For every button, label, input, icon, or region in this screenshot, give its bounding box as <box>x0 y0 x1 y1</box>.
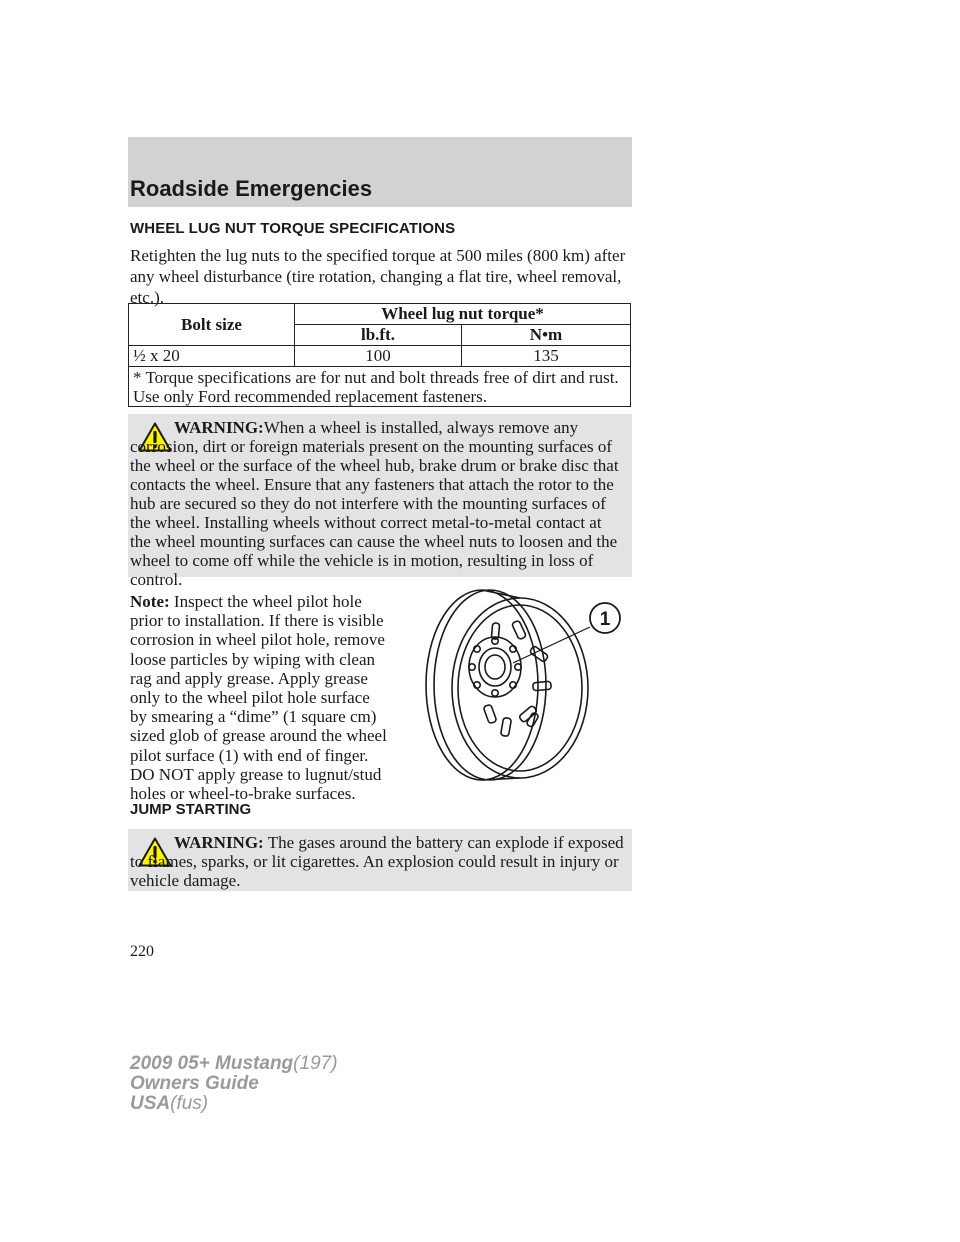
footer-guide: Owners Guide <box>130 1073 259 1094</box>
warning-body: The gases around the battery can explode if exposed to flames, sparks, or lit cigarettes. An explosion could result in injury or vehicle damage. <box>130 833 624 890</box>
warning-box-battery <box>128 829 632 891</box>
section-title: Roadside Emergencies <box>130 176 373 201</box>
warning-box-wheel <box>128 414 632 589</box>
jump-starting-heading: JUMP STARTING <box>130 801 252 818</box>
footer-model-text: 2009 05+ Mustang <box>130 1053 294 1074</box>
bolt-size-cell: ½ x 20 <box>129 346 295 367</box>
lbft-cell: 100 <box>295 346 462 367</box>
note-label: Note: <box>130 592 170 611</box>
table-row <box>129 346 631 367</box>
nm-cell: 135 <box>462 346 631 367</box>
lbft-header: lb.ft. <box>295 325 462 346</box>
wheel-pilot-hole <box>479 648 511 686</box>
wheel-illustration <box>420 585 630 795</box>
warning-label: WARNING: <box>174 833 264 852</box>
warning-body: When a wheel is installed, always remove any corrosion, dirt or foreign materials present on the mounting surfaces of the wheel or the surface of the wheel hub, brake drum or brake disc that contacts the wheel. Ensure that any fasteners that attach the rotor to the hub are secured so they do not interfere with the mounting surfaces of the wheel. Installing wheels without correct metal-to-metal contact at the wheel mounting surfaces can cause the wheel nuts to loosen and the wheel to come off while the vehicle is in motion, resulting in loss of control. <box>130 418 619 589</box>
warning-text <box>130 418 626 589</box>
note-text: Inspect the wheel pilot hole prior to installation. If there is visible corrosion in wheel pilot hole, remove loose particles by wiping with clean rag and apply grease. Apply grease only to the wheel pilot hole surface by smearing a “dime” (1 square cm) sized glob of grease around the wheel pilot surface (1) with end of finger. DO NOT apply grease to lugnut/stud holes or wheel-to-brake surfaces. <box>130 592 387 804</box>
table-footnote: * Torque specifications are for nut and bolt threads free of dirt and rust. Use only Ford recommended replacement fasteners. <box>129 367 631 407</box>
lug-holes <box>469 638 521 696</box>
nm-header: N•m <box>462 325 631 346</box>
footer-model-code: (197) <box>293 1053 338 1074</box>
warning-text-battery <box>130 833 626 890</box>
footer-market <box>130 1093 208 1115</box>
wheel-rear-rim <box>426 590 538 780</box>
torque-spec-table <box>128 303 631 407</box>
footer-market-code: (fus) <box>170 1093 209 1114</box>
torque-header: Wheel lug nut torque* <box>295 304 631 325</box>
wheel-front-rim <box>452 598 588 778</box>
torque-spec-heading: WHEEL LUG NUT TORQUE SPECIFICATIONS <box>130 220 456 237</box>
callout-number: 1 <box>599 609 611 630</box>
page-number: 220 <box>130 943 154 960</box>
intro-paragraph: Retighten the lug nuts to the specified torque at 500 miles (800 km) after any wheel disturbance (tire rotation, changing a flat tire, wheel removal, etc.). <box>130 246 626 307</box>
footer-market-text: USA <box>130 1093 171 1114</box>
bolt-size-header: Bolt size <box>129 304 295 346</box>
footer-model <box>130 1053 338 1075</box>
warning-label: WARNING: <box>174 418 264 437</box>
note-paragraph <box>130 592 390 803</box>
